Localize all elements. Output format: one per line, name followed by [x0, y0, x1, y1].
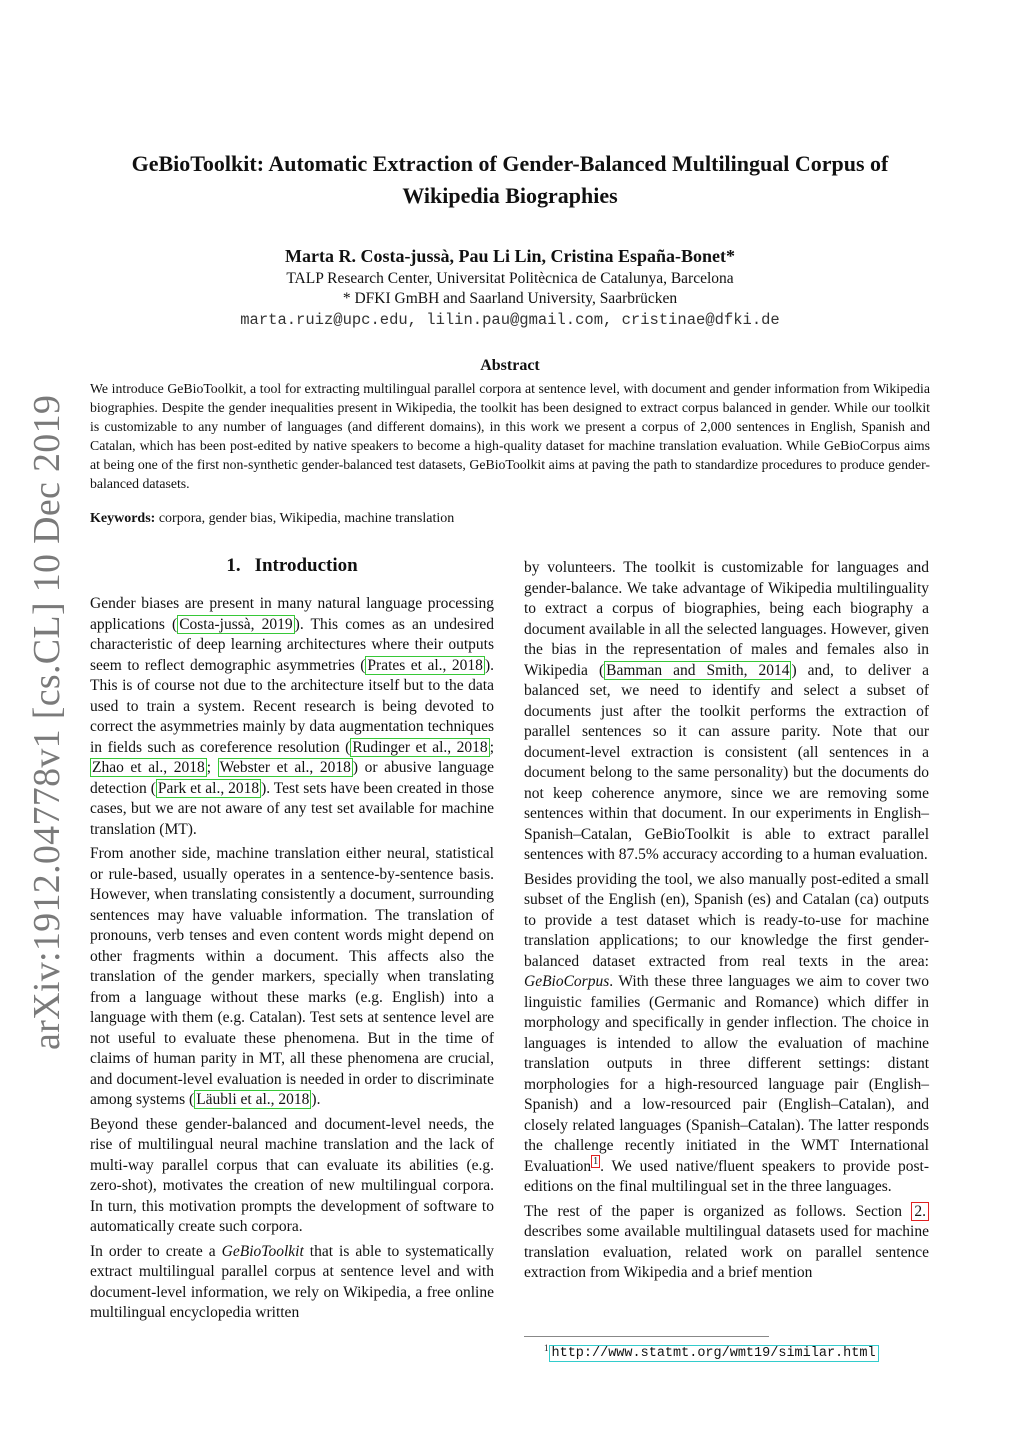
abstract-heading: Abstract [480, 357, 540, 374]
keywords [90, 511, 930, 527]
keywords-label: Keywords: [90, 511, 156, 526]
footnote-divider [524, 1336, 769, 1337]
left-column [90, 552, 494, 1328]
affiliation-2: * DFKI GmBH and Saarland University, Saarbrücken [342, 290, 678, 307]
intro-paragraph-5: by volunteers. The toolkit is customizable for languages and gender-balance. We take advantage of Wikipedia multilinguality to extract a corpus of biographies, being each biography a document available in all the selected languages. However, given the bias in the representation of males and females also in Wikipedia ( Bamman and Smith, 2014 ) and, to deliver a balanced set, we need to identify and select a subset of documents just after the toolkit performs the extraction of parallel sentences so it can assure parity. Note that our document-level extraction is consistent (all sentences in a document belong to the same personality) but the documents do not keep coherence anymore, since we are removing some sentences within that document. In our experiments in English–Spanish–Catalan, GeBioToolkit is able to extract parallel sentences with 87.5% accuracy according to a human evaluation. [524, 559, 929, 863]
footnote-number: 1 [544, 1343, 549, 1353]
keywords-text: corpora, gender bias, Wikipedia, machine translation [155, 511, 455, 526]
citation-link[interactable]: Zhao et al., 2018 [92, 759, 205, 776]
intro-paragraph-7: The rest of the paper is organized as follows. Section 2. describes some available multilingual datasets used for machine translation evaluation, related work on parallel sentence extraction from Wikipedia and a brief mention [524, 1202, 929, 1281]
citation-link[interactable]: Läubli et al., 2018 [196, 1091, 310, 1108]
section-heading-introduction [90, 552, 494, 580]
footnote-url-link[interactable]: http://www.statmt.org/wmt19/similar.html [549, 1345, 879, 1362]
arxiv-identifier-stamp: arXiv:1912.04778v1 [cs.CL] 10 Dec 2019 [26, 394, 68, 1050]
paper-title: GeBioToolkit: Automatic Extraction of Gender-Balanced Multilingual Corpus of Wikipedia Biographies [131, 151, 889, 208]
citation-link[interactable]: Costa-jussà, 2019 [179, 615, 293, 633]
section-title: Introduction [254, 555, 358, 576]
section-number: 1. [226, 555, 241, 576]
affiliation-1: TALP Research Center, Universitat Politècnica de Catalunya, Barcelona [286, 270, 734, 287]
footnote-1 [544, 1343, 934, 1361]
abstract-body: We introduce GeBioToolkit, a tool for extracting multilingual parallel corpora at sentence level, with document and gender information from Wikipedia biographies. Despite the gender inequalities present in Wikipedia, the toolkit has been designed to extract corpus balanced in gender. While our toolkit is customizable to any number of languages (and different domains), in this work we present a corpus of 2,000 sentences in English, Spanish and Catalan, which has been post-edited by native speakers to become a high-quality dataset for machine translation evaluation. While GeBioCorpus aims at being one of the first non-synthetic gender-balanced test datasets, GeBioToolkit aims at paving the path to standardize procedures to produce gender-balanced datasets. [90, 381, 930, 491]
author-emails: marta.ruiz@upc.edu, lilin.pau@gmail.com, cristinae@dfki.de [240, 311, 780, 329]
author-list: Marta R. Costa-jussà, Pau Li Lin, Cristina España-Bonet* [284, 246, 736, 266]
citation-link[interactable]: Prates et al., 2018 [367, 656, 483, 674]
intro-paragraph-6: Besides providing the tool, we also manually post-edited a small subset of the English (en), Spanish (es) and Catalan (ca) outputs to provide a test dataset which is ready-to-use for machine translation applications; to our knowledge the first gender-balanced dataset extracted from real texts in the area: GeBioCorpus. With these three languages we aim to cover two linguistic families (Germanic and Romance) which differ in morphology and specifically in gender inflection. The choice in languages is intended to allow the evaluation of machine translation outputs in three different settings: distant morphologies for a high-resourced language pair (English–Spanish) and a low-resourced pair (English–Catalan), and closely related languages (Spanish–Catalan). The latter responds the challenge recently initiated in the WMT International Evaluation $^1$ . We used native/fluent speakers to provide post-editions on the final multilingual set in the three languages. [524, 870, 929, 1195]
right-column [524, 558, 929, 1288]
citation-link[interactable]: Park et al., 2018 [157, 779, 260, 797]
citation-link[interactable]: Bamman and Smith, 2014 [606, 661, 790, 679]
intro-paragraph-1: Gender biases are present in many natural language processing applications ( Costa-jussà, 2019 ). This comes as an undesired characteristic of deep learning architectures where their outputs seem to reflect demographic asymmetries ( Prates et al., 2018 ). This is of course not due to the architecture itself but to the data used to train a system. Recent research is being devoted to correct the asymmetries mainly by data augmentation techniques in fields such as coreference resolution ( Rudinger et al., 2018 ; Zhao et al., 2018 ; Webster et al., 2018 ) or abusive language detection ( Park et al., 2018 ). Test sets have been created in those cases, but we are not aware of any test set available for machine translation (MT). [90, 595, 494, 838]
citation-link[interactable]: Rudinger et al., 2018 [352, 738, 488, 756]
section-reference-link[interactable]: 2. [911, 1202, 929, 1221]
intro-paragraph-2: From another side, machine translation either neural, statistical or rule-based, usually operates in a sentence-by-sentence basis. However, when translating consistently a document, surrounding sentences may have valuable information. The translation of pronouns, verb tenses and even content words might depend on other fragments within a document. This affects also the translation of the gender markers, specially when translating from a language without these marks (e.g. English) into a language with them (e.g. Catalan). Test sets at sentence level are not useful to evaluate these phenomena. But in the time of claims of human parity in MT, all these phenomena are crucial, and document-level evaluation is needed in order to discriminate among systems ( Läubli et al., 2018 ). [90, 845, 494, 1108]
intro-paragraph-4: In order to create a GeBioToolkit that is able to systematically extract multilingual parallel corpus at sentence level and with document-level information, we rely on Wikipedia, a free online multilingual encyclopedia written [90, 1242, 494, 1321]
intro-paragraph-3: Beyond these gender-balanced and document-level needs, the rise of multilingual neural machine translation and the lack of multi-way parallel corpus that can evaluate its abilities (e.g. zero-shot), motivates the creation of new multilingual corpora. In turn, this motivation prompts the development of software to automatically create such corpora. [90, 1115, 494, 1235]
citation-link[interactable]: Webster et al., 2018 [219, 759, 351, 776]
footnote-marker-link[interactable]: 1 [593, 1156, 599, 1168]
